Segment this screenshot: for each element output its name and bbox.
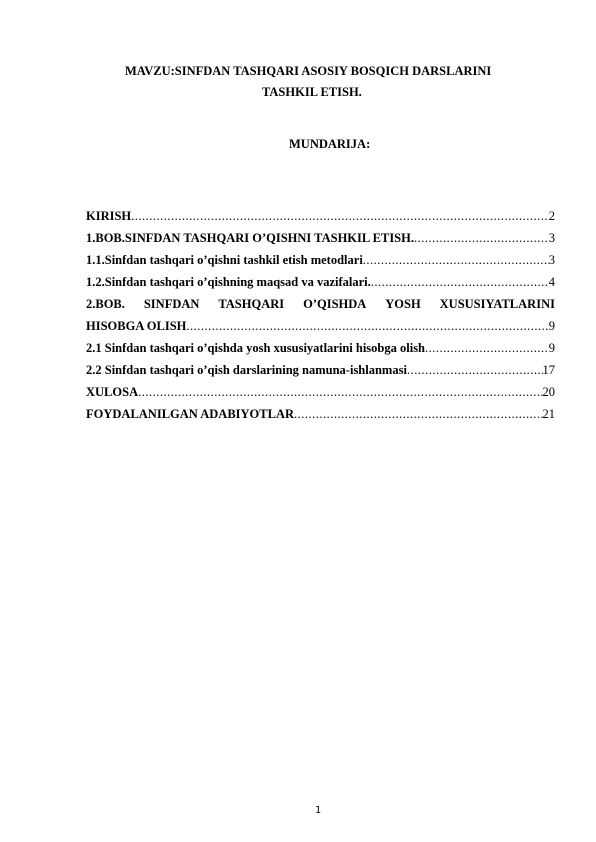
- toc-word: O’QISHDA: [303, 297, 367, 311]
- toc-entry-page: 21: [542, 407, 555, 421]
- toc-entry-2-1[interactable]: [86, 337, 555, 359]
- toc-entry-bob1[interactable]: [86, 227, 555, 249]
- table-of-contents: [86, 205, 555, 425]
- toc-entry-title: 1.1.Sinfdan tashqari o’qishni tashkil etish metodlari: [86, 253, 363, 267]
- toc-entry-page: 3: [548, 253, 555, 267]
- toc-entry-bob2-line2[interactable]: [86, 315, 555, 337]
- toc-entry-1-1[interactable]: [86, 249, 555, 271]
- toc-word: XUSUSIYATLARINI: [439, 297, 555, 311]
- toc-leader-dots: [371, 271, 549, 293]
- toc-entry-page: 20: [542, 385, 555, 399]
- toc-entry-page: 3: [548, 231, 555, 245]
- toc-entry-title: FOYDALANILGAN ADABIYOTLAR: [86, 407, 295, 421]
- toc-word: SINFDAN: [143, 297, 200, 311]
- toc-word: YOSH: [385, 297, 421, 311]
- toc-entry-title: XULOSA: [86, 385, 139, 399]
- toc-word: TASHQARI: [218, 297, 285, 311]
- toc-entry-1-2[interactable]: [86, 271, 555, 293]
- toc-leader-dots: [425, 337, 549, 359]
- toc-entry-adabiyotlar[interactable]: [86, 403, 555, 425]
- toc-leader-dots: [407, 359, 543, 381]
- toc-entry-2-2[interactable]: [86, 359, 555, 381]
- page-number: 1: [314, 805, 322, 816]
- toc-entry-title: 2.2 Sinfdan tashqari o’qish darslarining namuna-ishlanmasi: [86, 363, 407, 377]
- toc-leader-dots: [186, 315, 548, 337]
- toc-word: 2.BOB.: [86, 297, 125, 311]
- toc-entry-title: 1.2.Sinfdan tashqari o’qishning maqsad va vazifalari.: [86, 275, 371, 289]
- toc-entry-xulosa[interactable]: [86, 381, 555, 403]
- toc-entry-page: 4: [548, 275, 555, 289]
- document-title-line2: TASHKIL ETISH.: [262, 85, 362, 99]
- toc-entry-title: 2.1 Sinfdan tashqari o’qishda yosh xususiyatlarini hisobga olish: [86, 341, 426, 355]
- toc-entry-title: 1.BOB.SINFDAN TASHQARI O’QISHNI TASHKIL ETISH.: [86, 231, 414, 245]
- document-title-line1: MAVZU:SINFDAN TASHQARI ASOSIY BOSQICH DARSLARINI: [125, 64, 492, 78]
- toc-entry-bob2-line1[interactable]: [86, 293, 555, 315]
- toc-leader-dots: [131, 205, 549, 227]
- toc-leader-dots: [363, 249, 549, 271]
- toc-entry-title: HISOBGA OLISH: [86, 319, 187, 333]
- toc-leader-dots: [294, 403, 542, 425]
- toc-entry-page: 17: [542, 363, 555, 377]
- toc-entry-page: 2: [548, 209, 555, 223]
- toc-entry-page: 9: [548, 319, 555, 333]
- toc-leader-dots: [414, 227, 549, 249]
- toc-entry-page: 9: [548, 341, 555, 355]
- toc-entry-title: KIRISH: [86, 209, 132, 223]
- toc-entry-kirish[interactable]: [86, 205, 555, 227]
- toc-leader-dots: [138, 381, 542, 403]
- contents-heading: MUNDARIJA:: [289, 137, 371, 151]
